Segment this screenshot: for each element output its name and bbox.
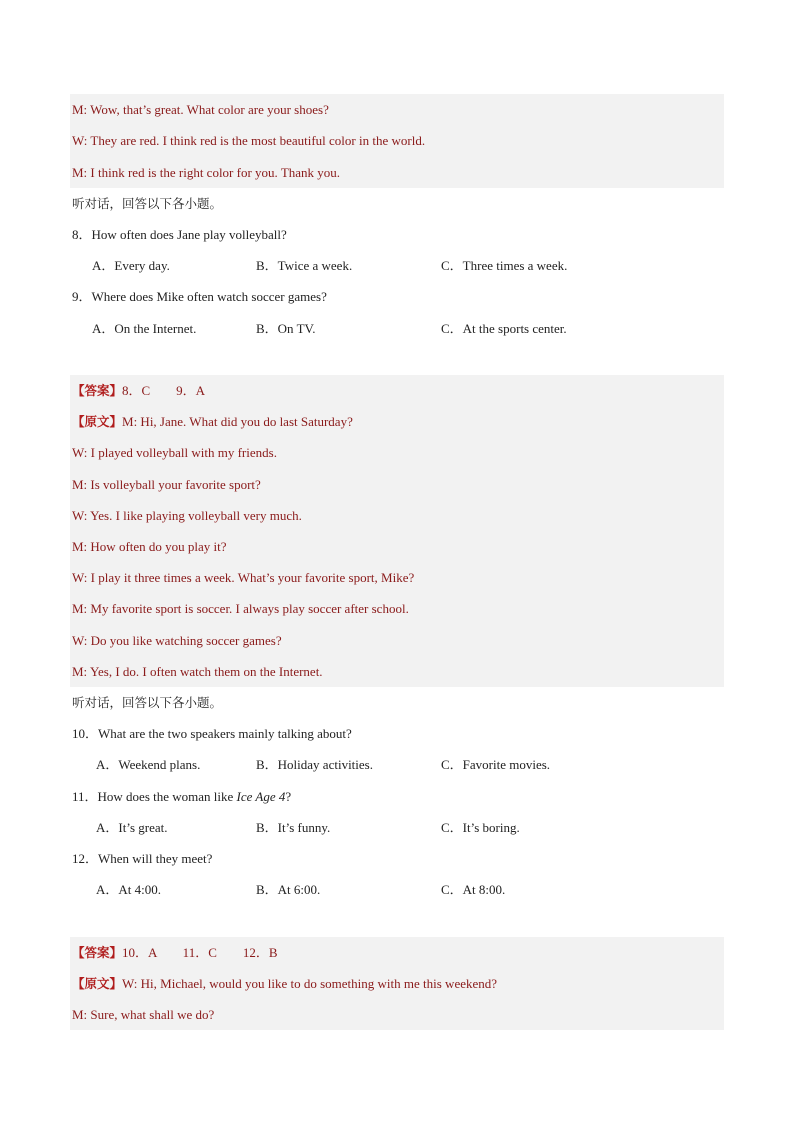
movie-title: Ice Age 4: [236, 789, 286, 804]
transcript-line: W: I played volleyball with my friends.: [72, 445, 277, 460]
option-c: C．At the sports center.: [441, 321, 567, 336]
transcript-line: M: Is volleyball your favorite sport?: [72, 477, 261, 492]
option-c: C．Three times a week.: [441, 258, 568, 273]
option-c: C．Favorite movies.: [441, 757, 551, 772]
transcript-line: M: How often do you play it?: [72, 539, 227, 554]
transcript-line: [72, 413, 353, 431]
option-a: A．Every day.: [92, 258, 170, 273]
option-a: A．On the Internet.: [92, 321, 197, 336]
instruction: 听对话，回答以下各小题。: [72, 196, 223, 211]
transcript-text: M: Hi, Jane. What did you do last Saturday?: [122, 414, 353, 429]
answer-line: [72, 944, 278, 962]
option-c: C．At 8:00.: [441, 882, 506, 897]
question-9: 9．Where does Mike often watch soccer games?: [72, 289, 327, 304]
option-a: A．At 4:00.: [96, 882, 162, 897]
instruction: 听对话，回答以下各小题。: [72, 695, 223, 710]
option-b: B．At 6:00.: [256, 882, 321, 897]
transcript-line: W: I play it three times a week. What’s your favorite sport, Mike?: [72, 570, 415, 585]
answer-line: [72, 382, 205, 400]
question-11: [72, 788, 291, 806]
option-b: B．Holiday activities.: [256, 757, 373, 772]
dialogue-line: M: Wow, that’s great. What color are your shoes?: [72, 102, 329, 117]
transcript-line: [72, 975, 497, 993]
transcript-line: M: Yes, I do. I often watch them on the Internet.: [72, 664, 323, 679]
answer-tag: 【答案】: [72, 383, 123, 398]
transcript-tag: 【原文】: [72, 976, 123, 991]
transcript-tag: 【原文】: [72, 414, 123, 429]
question-10: 10．What are the two speakers mainly talking about?: [72, 726, 352, 741]
dialogue-line: W: They are red. I think red is the most beautiful color in the world.: [72, 133, 426, 148]
option-a: A．Weekend plans.: [96, 757, 201, 772]
question-12: 12．When will they meet?: [72, 851, 213, 866]
transcript-line: M: My favorite sport is soccer. I always play soccer after school.: [72, 601, 409, 616]
question-8: 8．How often does Jane play volleyball?: [72, 227, 287, 242]
transcript-line: W: Do you like watching soccer games?: [72, 633, 282, 648]
answer-values: 8．C 9．A: [122, 383, 206, 398]
answer-tag: 【答案】: [72, 945, 123, 960]
answer-values: 10．A 11．C 12．B: [122, 945, 278, 960]
option-b: B．On TV.: [256, 321, 316, 336]
transcript-line: W: Yes. I like playing volleyball very much.: [72, 508, 302, 523]
option-a: A．It’s great.: [96, 820, 168, 835]
option-b: B．Twice a week.: [256, 258, 353, 273]
option-c: C．It’s boring.: [441, 820, 520, 835]
question-11-end: ?: [285, 789, 292, 804]
dialogue-line: M: I think red is the right color for you. Thank you.: [72, 165, 341, 180]
option-b: B．It’s funny.: [256, 820, 331, 835]
transcript-text: W: Hi, Michael, would you like to do something with me this weekend?: [122, 976, 498, 991]
question-11-text: 11．How does the woman like: [72, 789, 237, 804]
transcript-line: M: Sure, what shall we do?: [72, 1007, 215, 1022]
